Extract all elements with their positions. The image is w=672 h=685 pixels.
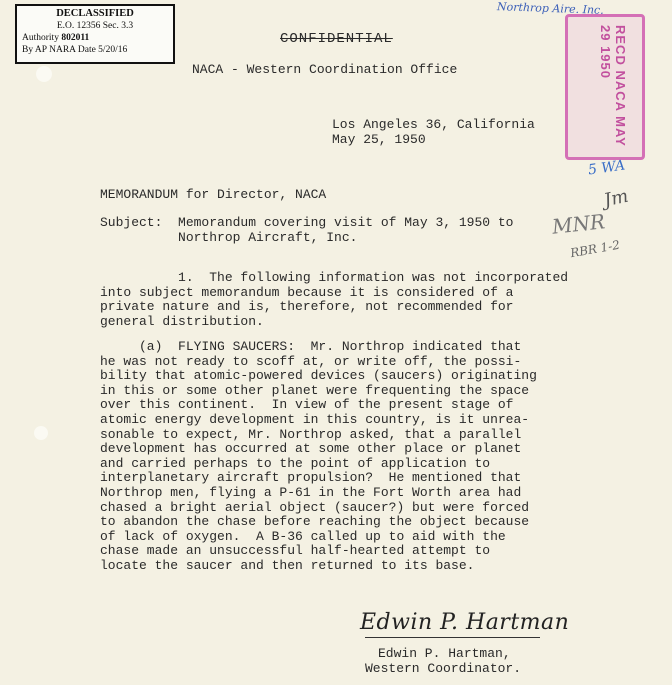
- declassified-authority-value: 802011: [61, 33, 90, 43]
- declassified-date-line: By AP NARA Date 5/20/16: [22, 45, 128, 55]
- paragraph-flying-saucers: (a) FLYING SAUCERS: Mr. Northrop indicated that he was not ready to scoff at, or write off, the possi- bility that atomic-powered devices (saucers) originating in this or some other planet were frequenting the space over this continent. In view of the present stage of atomic energy development in this country, is it unrea- sonable to expect, Mr. Northrop asked, that a parallel development has occurred at some other place or planet and carried perhaps to the point of application to interplanetary aircraft propulsion? He mentioned that Northrop men, flying a P-61 in the Fort Worth area had chased a bright aerial object (saucer?) but were forced to abandon the chase before reaching the object because of lack of oxygen. A B-36 called up to aid with the chase made an unsuccessful half-hearted attempt to locate the saucer and then returned to its base.: [100, 339, 537, 573]
- declassified-authority-label: Authority: [22, 33, 59, 43]
- classification-marking: CONFIDENTIAL: [280, 31, 393, 47]
- paper-blemish: [34, 426, 48, 440]
- handwritten-initials-3: MNR: [550, 209, 607, 239]
- signatory-name: Edwin P. Hartman,: [378, 646, 511, 661]
- memo-subject: Subject: Memorandum covering visit of May 3, 1950 to Northrop Aircraft, Inc.: [100, 215, 514, 245]
- paragraph-1: 1. The following information was not incorporated into subject memorandum because it is considered of a private nature and is, therefore, not recommended for general distribution.: [100, 270, 569, 329]
- declassified-authority-line: [22, 32, 168, 44]
- declassified-eo-line: E.O. 12356 Sec. 3.3: [56, 21, 134, 31]
- dateline-date: May 25, 1950: [332, 132, 426, 147]
- handwritten-initials-1: 5 WA: [587, 157, 627, 179]
- signature-underline: [365, 637, 540, 638]
- signatory-title: Western Coordinator.: [365, 661, 522, 676]
- memo-recipient: MEMORANDUM for Director, NACA: [100, 187, 327, 202]
- dateline-location: Los Angeles 36, California: [332, 117, 535, 132]
- declassified-heading: DECLASSIFIED: [56, 8, 134, 19]
- received-stamp-text: RECD NACA MAY 29 1950: [598, 25, 628, 147]
- handwritten-initials-4: RBR 1-2: [569, 237, 621, 261]
- handwritten-initials-2: Jm: [602, 185, 631, 212]
- received-stamp: [565, 14, 645, 160]
- handwritten-company-note: Northrop Aire. Inc.: [496, 0, 604, 17]
- paper-blemish: [36, 66, 52, 82]
- handwritten-signature: Edwin P. Hartman: [360, 610, 570, 635]
- declassified-stamp: [15, 4, 175, 64]
- office-heading: NACA - Western Coordination Office: [192, 62, 458, 77]
